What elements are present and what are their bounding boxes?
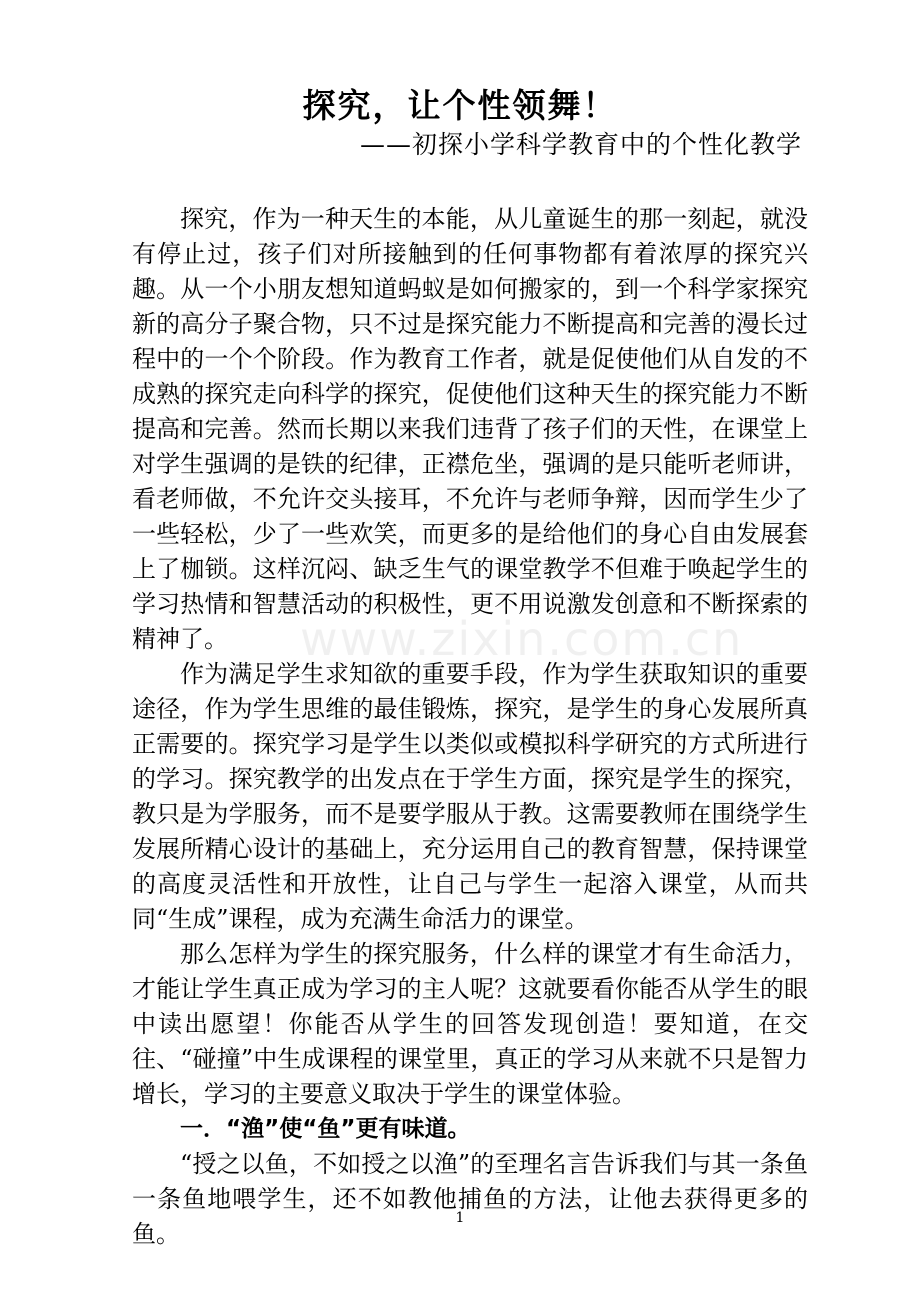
paragraph: 作为满足学生求知欲的重要手段，作为学生获取知识的重要途径，作为学生思维的最佳锻炼，探究，是学生的身心发展所真正需要的。探究学习是学生以类似或模拟科学研究的方式所进行的学习。探究教学的出发点在于学生方面，探究是学生的探究，教只是为学服务，而不是要学服从于教。这需要教师在围绕学生发展所精心设计的基础上，充分运用自己的教育智慧，保持课堂的高度灵活性和开放性，让自己与学生一起溶入课堂，从而共同“生成”课程，成为充满生命活力的课堂。 bbox=[132, 660, 808, 933]
document-subtitle: ——初探小学科学教育中的个性化教学 bbox=[359, 130, 802, 159]
document-body bbox=[132, 202, 808, 1252]
paragraph: “授之以鱼，不如授之以渔”的至理名言告诉我们与其一条鱼一条鱼地喂学生，还不如教他捕鱼的方法，让他去获得更多的鱼。 bbox=[132, 1150, 808, 1248]
paragraph: 那么怎样为学生的探究服务，什么样的课堂才有生命活力，才能让学生真正成为学习的主人呢？这就要看你能否从学生的眼中读出愿望！你能否从学生的回答发现创造！要知道，在交往、“碰撞”中生成课程的课堂里，真正的学习从来就不只是智力增长，学习的主要意义取决于学生的课堂体验。 bbox=[132, 940, 808, 1108]
paragraph: 探究，作为一种天生的本能，从儿童诞生的那一刻起，就没有停止过，孩子们对所接触到的任何事物都有着浓厚的探究兴趣。从一个小朋友想知道蚂蚁是如何搬家的，到一个科学家探究新的高分子聚合物，只不过是探究能力不断提高和完善的漫长过程中的一个个阶段。作为教育工作者，就是促使他们从自发的不成熟的探究走向科学的探究，促使他们这种天生的探究能力不断提高和完善。然而长期以来我们违背了孩子们的天性，在课堂上对学生强调的是铁的纪律，正襟危坐，强调的是只能听老师讲，看老师做，不允许交头接耳，不允许与老师争辩，因而学生少了一些轻松，少了一些欢笑，而更多的是给他们的身心自由发展套上了枷锁。这样沉闷、缺乏生气的课堂教学不但难于唤起学生的学习热情和智慧活动的积极性，更不用说激发创意和不断探索的精神了。 bbox=[132, 205, 808, 653]
watermark: www.zixin.com.cn bbox=[300, 612, 744, 666]
document-title: 探究，让个性领舞！ bbox=[302, 86, 618, 125]
page-number: 1 bbox=[455, 1210, 465, 1226]
section-heading: 一．“渔”使“鱼”更有味道。 bbox=[180, 1116, 471, 1142]
